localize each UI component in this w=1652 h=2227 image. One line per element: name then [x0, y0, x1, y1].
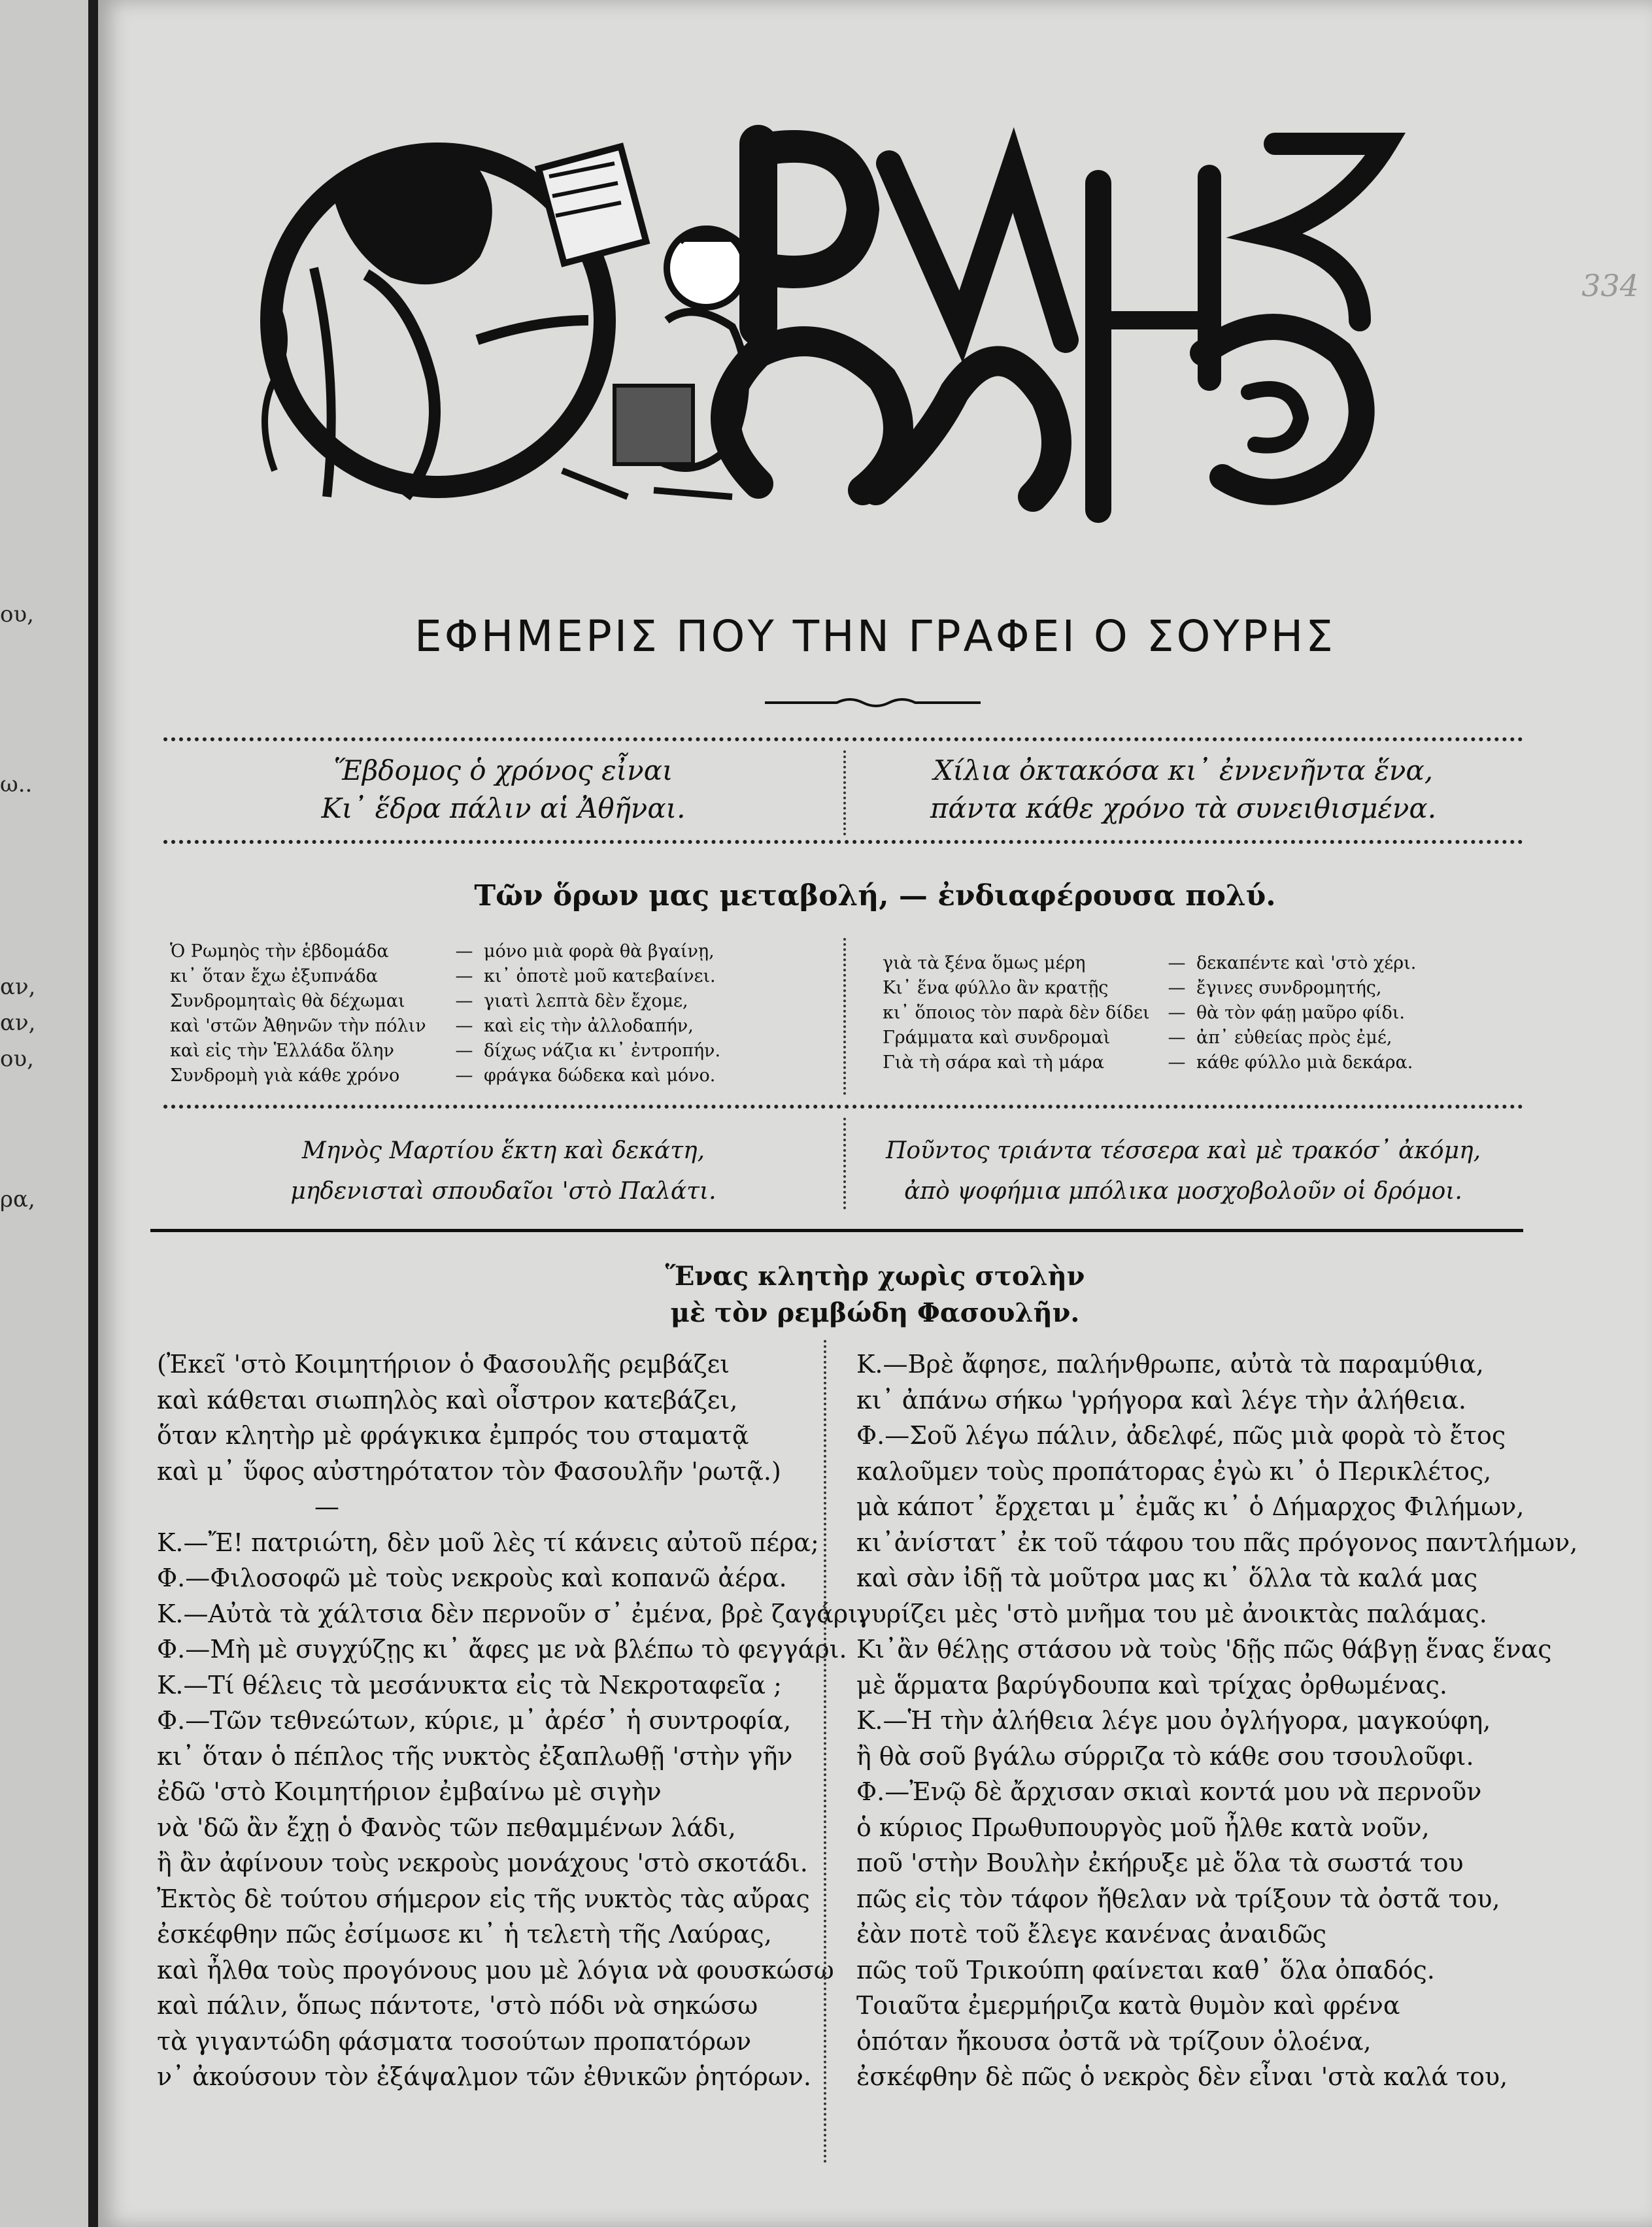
- dialogue-line: ἢ θὰ σοῦ βγάλω σύρριζα τὸ κάθε σου τσουλοῦφι.: [856, 1741, 1474, 1771]
- terms-row: κι᾽ ὅποιος τὸν παρὰ δὲν δίδει — θὰ τὸν φάῃ μαῦρο φίδι.: [883, 1003, 1405, 1023]
- date-verse-left: Μηνὸς Μαρτίου ἕκτη καὶ δεκάτη, μηδενισταὶ σπουδαῖοι 'στὸ Παλάτι.: [290, 1137, 716, 1205]
- dialogue-line: κι᾽ἀνίστατ᾽ ἐκ τοῦ τάφου του πᾶς πρόγονος παντλήμων,: [856, 1528, 1578, 1557]
- terms-row: Ὁ Ρωμηὸς τὴν ἑβδομάδα — μόνο μιὰ φορὰ θὰ βγαίνῃ,: [170, 941, 715, 962]
- column-divider: [843, 938, 846, 1095]
- article-column-left: [157, 1347, 866, 2095]
- terms-right: [883, 951, 1523, 1075]
- dialogue-line: Κ.—Βρὲ ἄφησε, παλήνθρωπε, αὐτὰ τὰ παραμύθια,: [856, 1350, 1484, 1379]
- dialogue-line: Κ.—Ἔ! πατριώτη, δὲν μοῦ λὲς τί κάνεις αὐτοῦ πέρα;: [157, 1528, 819, 1557]
- column-divider: [843, 1118, 846, 1209]
- article-heading: Ἕνας κλητὴρ χωρὶς στολὴν μὲ τὸν ρεμβώδη Φασουλῆν.: [665, 1261, 1085, 1328]
- masthead-logo: [196, 105, 1504, 562]
- newspaper-page: [98, 0, 1652, 2227]
- decorative-flourish: [765, 693, 981, 712]
- intro-line: (Ἐκεῖ 'στὸ Κοιμητήριον ὁ Φασουλῆς ρεμβάζει: [157, 1350, 730, 1379]
- masthead-illustration: [265, 146, 745, 497]
- dialogue-line: Φ.—Σοῦ λέγω πάλιν, ἀδελφέ, πῶς μιὰ φορὰ τὸ ἔτος: [856, 1421, 1506, 1450]
- terms-row: Κι᾽ ἕνα φύλλο ἂν κρατῇς — ἔγινες συνδρομητής,: [883, 978, 1382, 998]
- spine-fragment: αν,: [0, 974, 36, 1000]
- rule-solid: [150, 1229, 1523, 1232]
- terms-left: [170, 939, 824, 1088]
- spine-fragment: αν,: [0, 1010, 36, 1036]
- dialogue-line: ἐσκέφθην δὲ πῶς ὁ νεκρὸς δὲν εἶναι 'στὰ καλά του,: [856, 2062, 1508, 2091]
- intro-line: καὶ μ᾽ ὕφος αὐστηρότατον τὸν Φασουλῆν 'ρωτᾷ.): [157, 1456, 781, 1486]
- dialogue-line: καὶ πάλιν, ὅπως πάντοτε, 'στὸ πόδι νὰ σηκώσω: [157, 1991, 758, 2020]
- dialogue-line: Κ.—Αὐτὰ τὰ χάλτσια δὲν περνοῦν σ᾽ ἐμένα, βρὲ ζαγάρι.: [157, 1599, 866, 1628]
- dialogue-line: Τοιαῦτα ἐμερμήριζα κατὰ θυμὸν καὶ φρένα: [856, 1991, 1400, 2020]
- dialogue-line: κι᾽ ἀπάνω σήκω 'γρήγορα καὶ λέγε τὴν ἀλήθεια.: [856, 1385, 1466, 1415]
- spine-fragment: ω..: [0, 771, 33, 797]
- dialogue-line: πῶς εἰς τὸν τάφον ἤθελαν νὰ τρίξουν τὰ ὀστᾶ του,: [856, 1884, 1500, 1913]
- terms-row: Γράμματα καὶ συνδρομαὶ — ἀπ᾽ εὐθείας πρὸς ἐμέ,: [883, 1028, 1392, 1048]
- verse-left: Ἕβδομος ὁ χρόνος εἶναι Κι᾽ ἕδρα πάλιν αἱ Ἀθῆναι.: [321, 754, 686, 824]
- dialogue-line: ἐσκέφθην πῶς ἐσίμωσε κι᾽ ἡ τελετὴ τῆς Λαύρας,: [157, 1920, 772, 1949]
- dialogue-line: νὰ 'δῶ ἂν ἔχῃ ὁ Φανὸς τῶν πεθαμμένων λάδι,: [157, 1813, 736, 1842]
- page-number: 334: [1581, 268, 1639, 303]
- terms-row: γιὰ τὰ ξένα ὅμως μέρη — δεκαπέντε καὶ 'στὸ χέρι.: [883, 953, 1417, 973]
- dialogue-line: Ἐκτὸς δὲ τούτου σήμερον εἰς τῆς νυκτὸς τὰς αὔρας: [157, 1884, 810, 1913]
- dialogue-line: Φ.—Φιλοσοφῶ μὲ τοὺς νεκροὺς καὶ κοπανῶ ἀέρα.: [157, 1564, 787, 1592]
- terms-row: καὶ 'στῶν Ἀθηνῶν τὴν πόλιν — καὶ εἰς τὴν ἀλλοδαπήν,: [170, 1016, 694, 1036]
- dialogue-line: καλοῦμεν τοὺς προπάτορας ἐγὼ κι᾽ ὁ Περικλέτος,: [856, 1456, 1492, 1486]
- dialogue-line: ποῦ 'στὴν Βουλὴν ἐκήρυξε μὲ ὅλα τὰ σωστά του: [856, 1849, 1464, 1877]
- dialogue-line: Κ.—Τί θέλεις τὰ μεσάνυκτα εἰς τὰ Νεκροταφεῖα ;: [157, 1670, 782, 1700]
- dialogue-line: ν᾽ ἀκούσουν τὸν ἐξάψαλμον τῶν ἐθνικῶν ῥητόρων.: [157, 2062, 811, 2091]
- intro-line: καὶ κάθεται σιωπηλὸς καὶ οἶστρον κατεβάζει,: [157, 1385, 738, 1415]
- dialogue-line: καὶ σὰν ἰδῇ τὰ μοῦτρα μας κι᾽ ὅλλα τὰ καλά μας: [856, 1564, 1478, 1592]
- dialogue-line: κι᾽ ὅταν ὁ πέπλος τῆς νυκτὸς ἐξαπλωθῇ 'στὴν γῆν: [157, 1741, 793, 1771]
- spine-fragment: ρα,: [0, 1186, 35, 1213]
- dialogue-line: μὲ ἅρματα βαρύγδουπα καὶ τρίχας ὀρθωμένας.: [856, 1670, 1447, 1700]
- spine-fragment: ου,: [0, 601, 34, 628]
- separator-dash: —: [314, 1492, 339, 1521]
- dialogue-line: ἐδῶ 'στὸ Κοιμητήριον ἐμβαίνω μὲ σιγὴν: [157, 1777, 662, 1806]
- dialogue-line: Φ.—Ἐνῷ δὲ ἄρχισαν σκιαὶ κοντά μου νὰ περνοῦν: [856, 1777, 1482, 1806]
- column-divider: [843, 750, 846, 835]
- dialogue-line: τὰ γιγαντώδη φάσματα τοσούτων προπατόρων: [157, 2026, 752, 2056]
- verse-right: Χίλια ὀκτακόσα κι᾽ ἐννενῆντα ἕνα, πάντα κάθε χρόνο τὰ συνειθισμένα.: [930, 754, 1437, 824]
- dialogue-line: Φ.—Μὴ μὲ συγχύζῃς κι᾽ ἄφες με νὰ βλέπω τὸ φεγγάρι.: [157, 1635, 847, 1664]
- dialogue-line: ὁπόταν ἤκουσα ὀστᾶ νὰ τρίζουν ὁλοένα,: [856, 2026, 1372, 2056]
- dialogue-line: καὶ ἦλθα τοὺς προγόνους μου μὲ λόγια νὰ φουσκώσω: [157, 1955, 834, 1984]
- terms-row: κι᾽ ὅταν ἔχω ἐξυπνάδα — κι᾽ ὁποτὲ μοῦ κατεβαίνει.: [170, 966, 716, 986]
- masthead-subtitle: ΕΦΗΜΕΡΙΣ ΠΟΥ ΤΗΝ ΓΡΑΦΕΙ Ο ΣΟΥΡΗΣ: [414, 611, 1336, 661]
- rule-dotted: [163, 1105, 1523, 1109]
- dialogue-line: ὁ κύριος Πρωθυπουργὸς μοῦ ἦλθε κατὰ νοῦν,: [856, 1813, 1430, 1842]
- dialogue-line: μὰ κάποτ᾽ ἔρχεται μ᾽ ἐμᾶς κι᾽ ὁ Δήμαρχος Φιλήμων,: [856, 1492, 1525, 1521]
- spine-fragment: ου,: [0, 1046, 34, 1072]
- terms-heading: Τῶν ὅρων μας μεταβολή, — ἐνδιαφέρουσα πολύ.: [474, 879, 1276, 913]
- rule-dotted: [163, 840, 1523, 844]
- date-verse-right: Ποῦντος τριάντα τέσσερα καὶ μὲ τρακόσ᾽ ἀκόμη, ἀπὸ ψοφήμια μπόλικα μοσχοβολοῦν οἱ δρόμοι.: [885, 1137, 1481, 1205]
- terms-row: καὶ εἰς τὴν Ἑλλάδα ὅλην — δίχως νάζια κι᾽ ἐντροπήν.: [170, 1041, 721, 1061]
- column-divider: [824, 1340, 826, 2164]
- dialogue-line: ἐὰν ποτὲ τοῦ ἔλεγε κανένας ἀναιδῶς: [856, 1920, 1327, 1949]
- terms-row: Συνδρομὴ γιὰ κάθε χρόνο — φράγκα δώδεκα καὶ μόνο.: [170, 1065, 716, 1086]
- intro-line: ὅταν κλητὴρ μὲ φράγκικα ἐμπρός του σταματᾷ: [157, 1421, 749, 1450]
- dialogue-line: Κ.—Ἡ τὴν ἀλήθεια λέγε μου ὀγλήγορα, μαγκούφη,: [856, 1706, 1491, 1735]
- rule-dotted: [163, 737, 1523, 741]
- masthead-title-logo: [726, 144, 1386, 510]
- dialogue-line: γυρίζει μὲς 'στὸ μνῆμα του μὲ ἀνοικτὰς παλάμας.: [856, 1599, 1487, 1628]
- dialogue-line: πῶς τοῦ Τρικούπη φαίνεται καθ᾽ ὅλα ὀπαδός.: [856, 1955, 1435, 1984]
- adjacent-page-edge: [0, 0, 98, 2227]
- terms-row: Συνδρομηταὶς θὰ δέχωμαι — γιατὶ λεπτὰ δὲν ἔχομε,: [170, 991, 688, 1011]
- dialogue-line: ἢ ἂν ἀφίνουν τοὺς νεκροὺς μονάχους 'στὸ σκοτάδι.: [157, 1849, 808, 1877]
- terms-row: Γιὰ τὴ σάρα καὶ τὴ μάρα — κάθε φύλλο μιὰ δεκάρα.: [883, 1052, 1413, 1073]
- dialogue-line: Φ.—Τῶν τεθνεώτων, κύριε, μ᾽ ἀρέσ᾽ ἡ συντροφία,: [157, 1706, 792, 1735]
- article-column-right: [856, 1347, 1578, 2095]
- dialogue-line: Κι᾽ἂν θέλῃς στάσου νὰ τοὺς 'δῇς πῶς θάβγῃ ἕνας ἕνας: [856, 1635, 1552, 1664]
